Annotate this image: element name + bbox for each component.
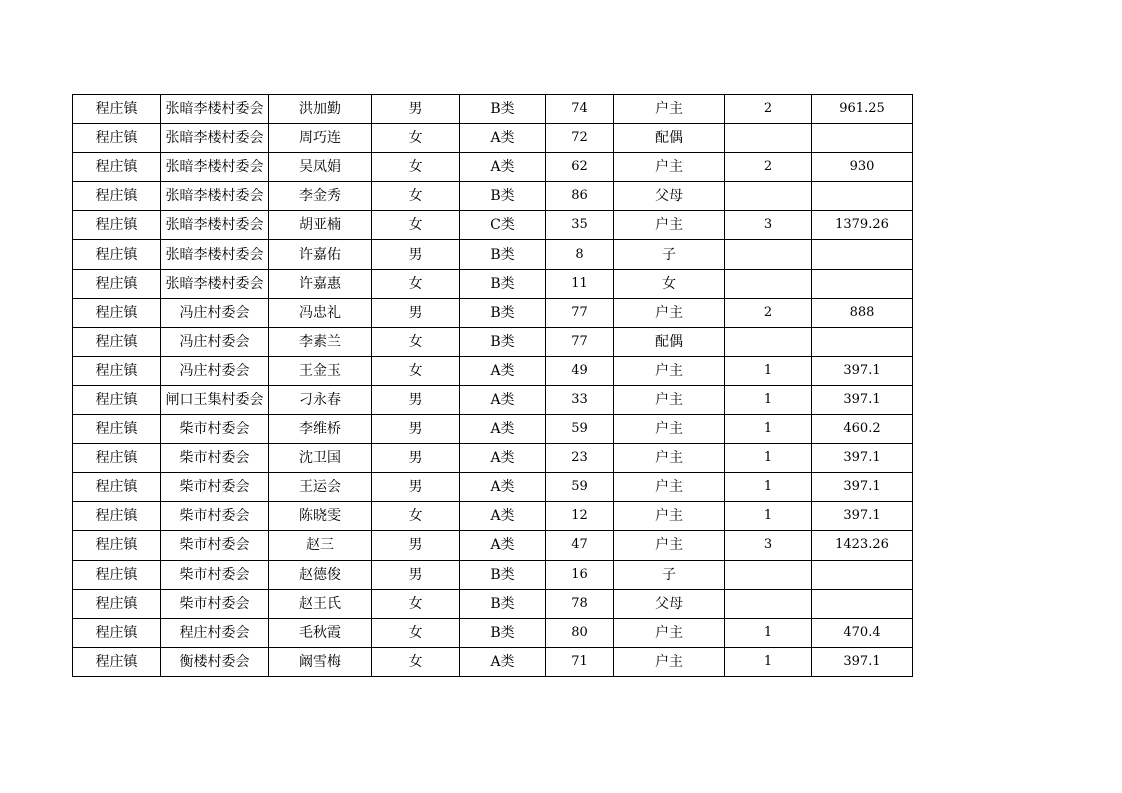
household-size-cell: 3 [725,531,812,560]
category-cell: A类 [460,415,546,444]
household-size-cell: 2 [725,298,812,327]
table-row [73,240,913,269]
relation-cell: 配偶 [614,124,725,153]
relation-cell: 配偶 [614,327,725,356]
amount-cell: 397.1 [812,444,913,473]
town-cell: 程庄镇 [73,589,161,618]
village-committee-cell: 张暗李楼村委会 [161,211,269,240]
household-size-cell: 2 [725,153,812,182]
village-committee-cell: 闸口王集村委会 [161,385,269,414]
gender-cell: 女 [372,356,460,385]
category-cell: B类 [460,618,546,647]
household-size-cell [725,240,812,269]
gender-cell: 男 [372,415,460,444]
category-cell: B类 [460,95,546,124]
village-committee-cell: 柴市村委会 [161,415,269,444]
gender-cell: 女 [372,327,460,356]
town-cell: 程庄镇 [73,618,161,647]
gender-cell: 男 [372,444,460,473]
name-cell: 毛秋霞 [269,618,372,647]
household-size-cell [725,269,812,298]
amount-cell: 1379.26 [812,211,913,240]
name-cell: 周巧连 [269,124,372,153]
category-cell: A类 [460,502,546,531]
amount-cell: 961.25 [812,95,913,124]
table-row [73,647,913,676]
gender-cell: 男 [372,298,460,327]
amount-cell: 470.4 [812,618,913,647]
relation-cell: 父母 [614,589,725,618]
town-cell: 程庄镇 [73,269,161,298]
household-size-cell [725,327,812,356]
name-cell: 冯忠礼 [269,298,372,327]
village-committee-cell: 冯庄村委会 [161,298,269,327]
relation-cell: 户主 [614,444,725,473]
relation-cell: 子 [614,240,725,269]
name-cell: 赵三 [269,531,372,560]
amount-cell [812,182,913,211]
relation-cell: 户主 [614,298,725,327]
gender-cell: 男 [372,473,460,502]
gender-cell: 男 [372,240,460,269]
town-cell: 程庄镇 [73,502,161,531]
age-cell: 23 [546,444,614,473]
table-row [73,589,913,618]
age-cell: 71 [546,647,614,676]
gender-cell: 女 [372,502,460,531]
age-cell: 49 [546,356,614,385]
age-cell: 77 [546,298,614,327]
age-cell: 12 [546,502,614,531]
table-row [73,560,913,589]
amount-cell [812,124,913,153]
relation-cell: 户主 [614,618,725,647]
table-row [73,415,913,444]
village-committee-cell: 张暗李楼村委会 [161,153,269,182]
town-cell: 程庄镇 [73,298,161,327]
name-cell: 吴凤娟 [269,153,372,182]
household-size-cell: 3 [725,211,812,240]
amount-cell: 397.1 [812,502,913,531]
table-row [73,531,913,560]
name-cell: 王运会 [269,473,372,502]
age-cell: 74 [546,95,614,124]
household-size-cell [725,560,812,589]
town-cell: 程庄镇 [73,182,161,211]
table-row [73,182,913,211]
amount-cell [812,560,913,589]
village-committee-cell: 张暗李楼村委会 [161,124,269,153]
table-row [73,444,913,473]
gender-cell: 女 [372,153,460,182]
gender-cell: 女 [372,211,460,240]
category-cell: B类 [460,298,546,327]
name-cell: 洪加勤 [269,95,372,124]
category-cell: B类 [460,560,546,589]
name-cell: 陈晓雯 [269,502,372,531]
age-cell: 72 [546,124,614,153]
household-size-cell: 1 [725,502,812,531]
name-cell: 阚雪梅 [269,647,372,676]
town-cell: 程庄镇 [73,647,161,676]
name-cell: 许嘉惠 [269,269,372,298]
category-cell: B类 [460,589,546,618]
town-cell: 程庄镇 [73,385,161,414]
relation-cell: 户主 [614,385,725,414]
category-cell: A类 [460,153,546,182]
household-size-cell: 1 [725,444,812,473]
amount-cell: 397.1 [812,385,913,414]
name-cell: 胡亚楠 [269,211,372,240]
relation-cell: 户主 [614,531,725,560]
age-cell: 59 [546,473,614,502]
table-row [73,153,913,182]
household-size-cell: 1 [725,647,812,676]
table-row [73,298,913,327]
age-cell: 47 [546,531,614,560]
age-cell: 11 [546,269,614,298]
relation-cell: 户主 [614,647,725,676]
relation-cell: 父母 [614,182,725,211]
amount-cell [812,269,913,298]
village-committee-cell: 柴市村委会 [161,589,269,618]
town-cell: 程庄镇 [73,560,161,589]
amount-cell [812,327,913,356]
category-cell: B类 [460,182,546,211]
village-committee-cell: 柴市村委会 [161,531,269,560]
amount-cell: 460.2 [812,415,913,444]
relation-cell: 户主 [614,153,725,182]
category-cell: A类 [460,356,546,385]
household-size-cell [725,182,812,211]
town-cell: 程庄镇 [73,153,161,182]
amount-cell [812,589,913,618]
name-cell: 沈卫国 [269,444,372,473]
village-committee-cell: 程庄村委会 [161,618,269,647]
table-row [73,211,913,240]
amount-cell: 397.1 [812,647,913,676]
age-cell: 16 [546,560,614,589]
town-cell: 程庄镇 [73,415,161,444]
age-cell: 8 [546,240,614,269]
category-cell: A类 [460,473,546,502]
amount-cell: 888 [812,298,913,327]
category-cell: C类 [460,211,546,240]
town-cell: 程庄镇 [73,327,161,356]
age-cell: 86 [546,182,614,211]
relation-cell: 户主 [614,211,725,240]
village-committee-cell: 张暗李楼村委会 [161,182,269,211]
relation-cell: 女 [614,269,725,298]
name-cell: 赵王氏 [269,589,372,618]
village-committee-cell: 柴市村委会 [161,473,269,502]
village-committee-cell: 张暗李楼村委会 [161,269,269,298]
data-table [72,94,913,677]
gender-cell: 女 [372,647,460,676]
name-cell: 李素兰 [269,327,372,356]
table-row [73,356,913,385]
age-cell: 33 [546,385,614,414]
household-size-cell: 2 [725,95,812,124]
amount-cell: 397.1 [812,356,913,385]
category-cell: B类 [460,327,546,356]
relation-cell: 户主 [614,473,725,502]
relation-cell: 户主 [614,415,725,444]
category-cell: A类 [460,124,546,153]
town-cell: 程庄镇 [73,473,161,502]
village-committee-cell: 衡楼村委会 [161,647,269,676]
gender-cell: 男 [372,531,460,560]
relation-cell: 子 [614,560,725,589]
category-cell: A类 [460,444,546,473]
table-row [73,502,913,531]
village-committee-cell: 冯庄村委会 [161,327,269,356]
age-cell: 62 [546,153,614,182]
table-row [73,473,913,502]
amount-cell: 1423.26 [812,531,913,560]
town-cell: 程庄镇 [73,95,161,124]
table-row [73,269,913,298]
gender-cell: 男 [372,95,460,124]
household-size-cell: 1 [725,415,812,444]
gender-cell: 女 [372,618,460,647]
village-committee-cell: 柴市村委会 [161,502,269,531]
table-row [73,124,913,153]
household-size-cell [725,124,812,153]
category-cell: A类 [460,385,546,414]
table-row [73,385,913,414]
relation-cell: 户主 [614,502,725,531]
relation-cell: 户主 [614,356,725,385]
table-row [73,95,913,124]
name-cell: 李维桥 [269,415,372,444]
name-cell: 刁永春 [269,385,372,414]
age-cell: 77 [546,327,614,356]
household-size-cell: 1 [725,473,812,502]
amount-cell: 930 [812,153,913,182]
village-committee-cell: 张暗李楼村委会 [161,95,269,124]
table-body [73,95,913,677]
name-cell: 王金玉 [269,356,372,385]
gender-cell: 男 [372,385,460,414]
category-cell: A类 [460,531,546,560]
town-cell: 程庄镇 [73,124,161,153]
name-cell: 赵德俊 [269,560,372,589]
town-cell: 程庄镇 [73,211,161,240]
name-cell: 李金秀 [269,182,372,211]
table-row [73,618,913,647]
age-cell: 78 [546,589,614,618]
age-cell: 59 [546,415,614,444]
household-size-cell: 1 [725,356,812,385]
category-cell: A类 [460,647,546,676]
village-committee-cell: 冯庄村委会 [161,356,269,385]
name-cell: 许嘉佑 [269,240,372,269]
village-committee-cell: 张暗李楼村委会 [161,240,269,269]
village-committee-cell: 柴市村委会 [161,444,269,473]
amount-cell [812,240,913,269]
town-cell: 程庄镇 [73,356,161,385]
town-cell: 程庄镇 [73,240,161,269]
amount-cell: 397.1 [812,473,913,502]
gender-cell: 女 [372,589,460,618]
town-cell: 程庄镇 [73,531,161,560]
category-cell: B类 [460,269,546,298]
town-cell: 程庄镇 [73,444,161,473]
relation-cell: 户主 [614,95,725,124]
household-size-cell: 1 [725,385,812,414]
age-cell: 80 [546,618,614,647]
gender-cell: 女 [372,182,460,211]
village-committee-cell: 柴市村委会 [161,560,269,589]
household-size-cell: 1 [725,618,812,647]
age-cell: 35 [546,211,614,240]
table-row [73,327,913,356]
gender-cell: 男 [372,560,460,589]
category-cell: B类 [460,240,546,269]
gender-cell: 女 [372,124,460,153]
gender-cell: 女 [372,269,460,298]
household-size-cell [725,589,812,618]
